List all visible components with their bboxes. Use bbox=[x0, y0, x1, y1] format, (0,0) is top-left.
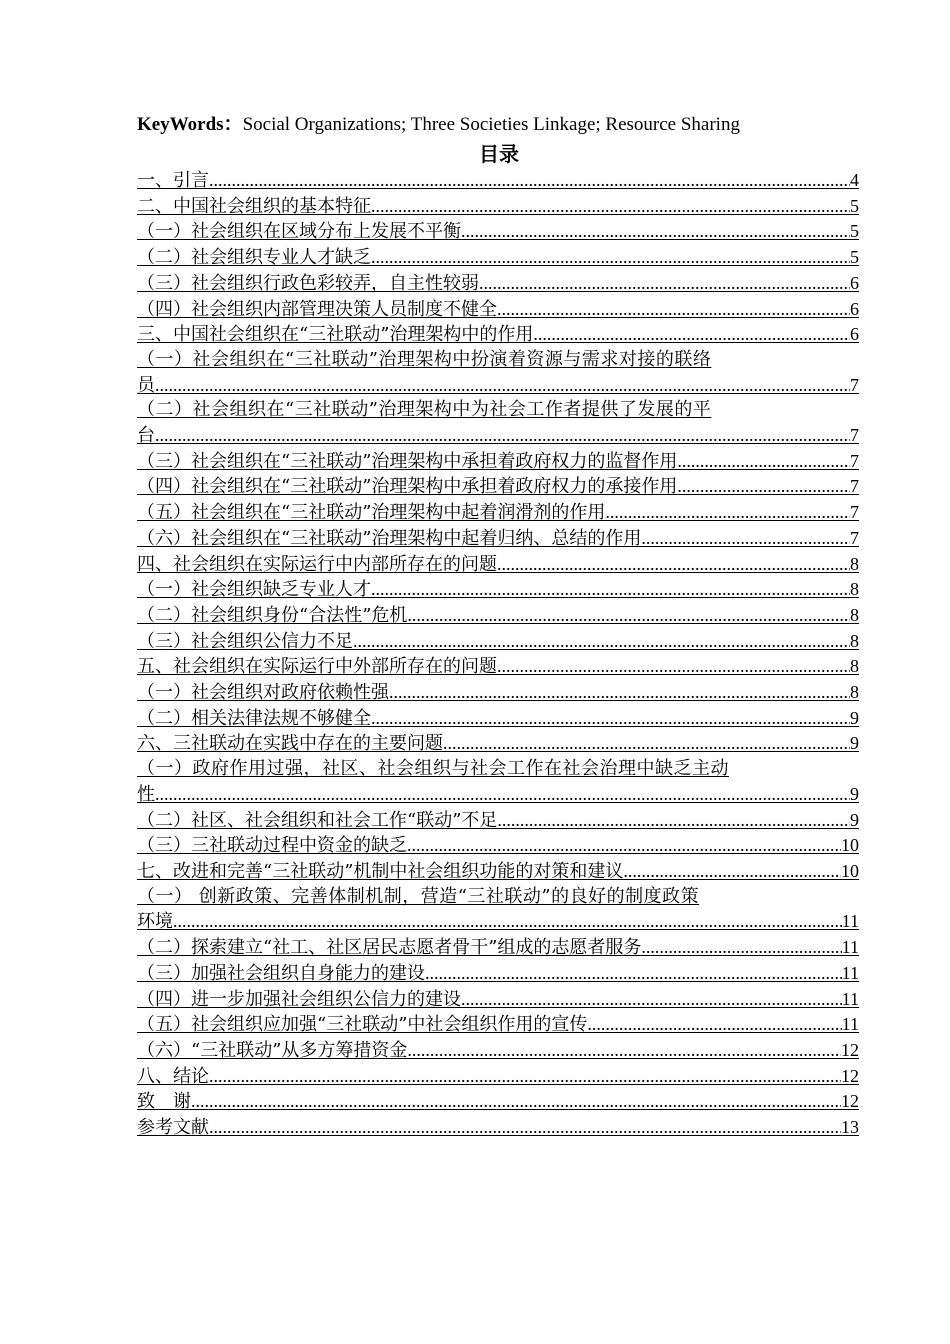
toc-entry-title: （一）社会组织缺乏专业人才 bbox=[137, 579, 371, 601]
toc-entry-title: 六、三社联动在实践中存在的主要问题 bbox=[137, 733, 443, 755]
toc-entry-title: 致 谢 bbox=[137, 1091, 191, 1113]
toc-entry-row bbox=[137, 577, 859, 603]
dot-leader bbox=[389, 680, 850, 705]
toc-entry-row bbox=[137, 706, 859, 732]
toc-entry-page-number: 7 bbox=[850, 450, 859, 471]
toc-entry[interactable] bbox=[137, 168, 859, 194]
toc-entry-row bbox=[137, 909, 859, 935]
toc-entry-page-number: 9 bbox=[850, 783, 859, 804]
toc-entry-title: 一、引言 bbox=[137, 170, 209, 191]
toc-entry-page-number: 5 bbox=[850, 247, 859, 268]
toc-entry[interactable] bbox=[137, 1038, 859, 1064]
toc-entry-row bbox=[137, 271, 859, 297]
toc-entry[interactable] bbox=[137, 680, 859, 706]
toc-entry[interactable] bbox=[137, 1064, 859, 1090]
toc-entry-row bbox=[137, 219, 859, 245]
toc-entry-row bbox=[137, 194, 859, 220]
toc-entry[interactable] bbox=[137, 398, 859, 448]
toc-entry-title: 五、社会组织在实际运行中外部所存在的问题 bbox=[137, 656, 497, 678]
dot-leader bbox=[371, 577, 850, 602]
dot-leader bbox=[353, 629, 850, 654]
toc-entry-title-line1: （一）社会组织在“三社联动”治理架构中扮演着资源与需求对接的联络 bbox=[137, 348, 712, 370]
dot-leader bbox=[461, 987, 842, 1012]
toc-entry-title: （三）社会组织公信力不足 bbox=[137, 630, 353, 652]
dot-leader bbox=[155, 782, 850, 807]
dot-leader bbox=[605, 500, 850, 525]
toc-entry[interactable] bbox=[137, 1089, 859, 1115]
dot-leader bbox=[407, 1038, 841, 1063]
toc-entry-title: （二）探索建立“社工、社区居民志愿者骨干”组成的志愿者服务 bbox=[137, 937, 642, 959]
toc-entry[interactable] bbox=[137, 731, 859, 757]
dot-leader bbox=[497, 297, 850, 322]
toc-entry[interactable] bbox=[137, 961, 859, 987]
toc-entry-row bbox=[137, 1012, 859, 1038]
dot-leader bbox=[371, 194, 850, 219]
toc-entry-row bbox=[137, 1064, 859, 1090]
keywords-text: Social Organizations; Three Societies Linkage; Resource Sharing bbox=[242, 114, 740, 135]
toc-entry-page-number: 7 bbox=[850, 425, 859, 446]
dot-leader bbox=[443, 731, 850, 756]
dot-leader bbox=[677, 449, 850, 474]
toc-entry-title-line1: （一） 创新政策、完善体制机制，营造“三社联动”的良好的制度政策 bbox=[137, 885, 700, 907]
toc-entry-page-number: 8 bbox=[850, 579, 859, 600]
toc-entry-row bbox=[137, 987, 859, 1013]
toc-entry-row bbox=[137, 373, 859, 399]
toc-entry-title: （六）“三社联动”从多方筹措资金 bbox=[137, 1039, 408, 1061]
toc-entry-title: 参考文献 bbox=[137, 1117, 209, 1139]
toc-entry-page-number: 6 bbox=[850, 324, 859, 345]
toc-entry[interactable] bbox=[137, 322, 859, 348]
toc-entry-page-number: 6 bbox=[850, 298, 859, 319]
toc-entry-title: 七、改进和完善“三社联动”机制中社会组织功能的对策和建议 bbox=[137, 860, 624, 882]
toc-entry-row bbox=[137, 168, 859, 194]
toc-entry[interactable] bbox=[137, 219, 859, 245]
toc-entry-row bbox=[137, 526, 859, 552]
toc-entry[interactable] bbox=[137, 1115, 859, 1141]
dot-leader bbox=[623, 859, 841, 884]
toc-entry-title: （二）社会组织身份“合法性”危机 bbox=[137, 604, 408, 626]
dot-leader bbox=[371, 706, 850, 731]
toc-entry-row bbox=[137, 1038, 859, 1064]
toc-entry[interactable] bbox=[137, 833, 859, 859]
toc-entry-page-number: 5 bbox=[850, 195, 859, 216]
toc-entry-page-number: 8 bbox=[850, 553, 859, 574]
toc-entry-title: （一）社会组织对政府依赖性强 bbox=[137, 682, 389, 704]
dot-leader bbox=[461, 219, 850, 244]
dot-leader bbox=[533, 322, 850, 347]
toc-entry-row bbox=[137, 423, 859, 449]
dot-leader bbox=[155, 423, 850, 448]
toc-entry-row bbox=[137, 552, 859, 578]
toc-entry-title: （二）社区、社会组织和社会工作“联动”不足 bbox=[137, 809, 498, 831]
toc-entry-page-number: 13 bbox=[841, 1117, 859, 1138]
toc-entry[interactable] bbox=[137, 348, 859, 398]
toc-entry-page-number: 12 bbox=[841, 1065, 859, 1086]
table-of-contents bbox=[137, 168, 859, 1141]
toc-entry-page-number: 8 bbox=[850, 682, 859, 703]
toc-entry-title: 环境 bbox=[137, 911, 173, 933]
keywords-label: KeyWords： bbox=[137, 114, 243, 135]
toc-entry[interactable] bbox=[137, 297, 859, 323]
dot-leader bbox=[191, 1089, 841, 1114]
toc-entry-page-number: 9 bbox=[850, 809, 859, 830]
dot-leader bbox=[497, 552, 850, 577]
toc-entry-page-number: 10 bbox=[841, 835, 859, 856]
toc-entry[interactable] bbox=[137, 935, 859, 961]
dot-leader bbox=[155, 373, 850, 398]
toc-entry[interactable] bbox=[137, 654, 859, 680]
toc-entry-row bbox=[137, 297, 859, 323]
toc-entry-title: （一）社会组织在区域分布上发展不平衡 bbox=[137, 221, 461, 243]
toc-entry-row bbox=[137, 859, 859, 885]
toc-entry-row bbox=[137, 245, 859, 271]
toc-entry-title-line1: （一）政府作用过强，社区、社会组织与社会工作在社会治理中缺乏主动 bbox=[137, 758, 729, 780]
toc-entry-title: （三）加强社会组织自身能力的建设 bbox=[137, 962, 425, 984]
dot-leader bbox=[425, 961, 842, 986]
toc-entry-row bbox=[137, 629, 859, 655]
dot-leader bbox=[587, 1012, 841, 1037]
toc-entry-row bbox=[137, 1115, 859, 1141]
toc-entry-page-number: 12 bbox=[841, 1091, 859, 1112]
toc-entry-title: （二）相关法律法规不够健全 bbox=[137, 707, 371, 729]
toc-entry-page-number: 11 bbox=[841, 988, 859, 1009]
toc-entry-page-number: 4 bbox=[850, 170, 859, 190]
toc-entry-title: 性 bbox=[137, 783, 155, 805]
toc-entry[interactable] bbox=[137, 449, 859, 475]
toc-entry-row bbox=[137, 449, 859, 475]
toc-entry[interactable] bbox=[137, 603, 859, 629]
toc-entry-row bbox=[137, 935, 859, 961]
document-page bbox=[137, 112, 859, 1141]
toc-entry[interactable] bbox=[137, 859, 859, 885]
toc-entry-page-number: 7 bbox=[850, 476, 859, 497]
dot-leader bbox=[497, 808, 850, 833]
toc-entry-title: 台 bbox=[137, 425, 155, 447]
toc-entry-title: 三、中国社会组织在“三社联动”治理架构中的作用 bbox=[137, 324, 534, 346]
toc-entry-row bbox=[137, 808, 859, 834]
toc-entry[interactable] bbox=[137, 474, 859, 500]
toc-entry-title: （四）社会组织内部管理决策人员制度不健全 bbox=[137, 298, 497, 320]
toc-entry-title-line1: （二）社会组织在“三社联动”治理架构中为社会工作者提供了发展的平 bbox=[137, 399, 712, 421]
dot-leader bbox=[479, 271, 850, 296]
toc-entry[interactable] bbox=[137, 706, 859, 732]
toc-entry-page-number: 8 bbox=[850, 604, 859, 625]
toc-entry-row bbox=[137, 322, 859, 348]
toc-entry-title: （三）三社联动过程中资金的缺乏 bbox=[137, 835, 407, 857]
keywords-line bbox=[137, 112, 859, 138]
toc-entry-row bbox=[137, 782, 859, 808]
toc-entry-page-number: 9 bbox=[850, 733, 859, 754]
toc-entry[interactable] bbox=[137, 808, 859, 834]
toc-entry-row bbox=[137, 731, 859, 757]
toc-entry-title: （六）社会组织在“三社联动”治理架构中起着归纳、总结的作用 bbox=[137, 527, 642, 549]
toc-entry-page-number: 11 bbox=[841, 937, 859, 958]
toc-entry[interactable] bbox=[137, 987, 859, 1013]
dot-leader bbox=[641, 526, 850, 551]
toc-entry[interactable] bbox=[137, 885, 859, 935]
toc-entry-title: 八、结论 bbox=[137, 1065, 209, 1087]
toc-entry-title: （四）进一步加强社会组织公信力的建设 bbox=[137, 988, 461, 1010]
toc-entry-page-number: 7 bbox=[850, 527, 859, 548]
toc-entry[interactable] bbox=[137, 245, 859, 271]
toc-entry-page-number: 5 bbox=[850, 221, 859, 242]
dot-leader bbox=[677, 474, 850, 499]
toc-entry-title: 员 bbox=[137, 374, 155, 396]
toc-entry-page-number: 11 bbox=[841, 962, 859, 983]
toc-entry[interactable] bbox=[137, 271, 859, 297]
toc-entry-page-number: 11 bbox=[841, 911, 859, 932]
toc-entry-page-number: 12 bbox=[841, 1039, 859, 1060]
toc-entry-row bbox=[137, 833, 859, 859]
toc-entry[interactable] bbox=[137, 552, 859, 578]
toc-entry-title: 二、中国社会组织的基本特征 bbox=[137, 195, 371, 217]
dot-leader bbox=[641, 935, 841, 960]
toc-entry-title: （五）社会组织在“三社联动”治理架构中起着润滑剂的作用 bbox=[137, 502, 606, 524]
dot-leader bbox=[209, 168, 850, 193]
toc-entry-title: （三）社会组织在“三社联动”治理架构中承担着政府权力的监督作用 bbox=[137, 450, 678, 472]
toc-entry-row bbox=[137, 961, 859, 987]
dot-leader bbox=[407, 603, 850, 628]
toc-entry[interactable] bbox=[137, 194, 859, 220]
dot-leader bbox=[497, 654, 850, 679]
dot-leader bbox=[209, 1115, 841, 1140]
toc-entry-title: （四）社会组织在“三社联动”治理架构中承担着政府权力的承接作用 bbox=[137, 476, 678, 498]
toc-entry[interactable] bbox=[137, 1012, 859, 1038]
toc-entry-row bbox=[137, 654, 859, 680]
toc-entry-page-number: 7 bbox=[850, 374, 859, 395]
toc-entry-page-number: 10 bbox=[841, 860, 859, 881]
toc-entry-title: （五）社会组织应加强“三社联动”中社会组织作用的宣传 bbox=[137, 1014, 588, 1036]
toc-entry-page-number: 6 bbox=[850, 272, 859, 293]
toc-entry-title: 四、社会组织在实际运行中内部所存在的问题 bbox=[137, 553, 497, 575]
toc-entry-row bbox=[137, 500, 859, 526]
toc-entry-title: （二）社会组织专业人才缺乏 bbox=[137, 247, 371, 269]
toc-entry-page-number: 9 bbox=[850, 707, 859, 728]
dot-leader bbox=[173, 909, 842, 934]
toc-entry[interactable] bbox=[137, 629, 859, 655]
toc-entry-page-number: 11 bbox=[841, 1014, 859, 1035]
toc-entry-page-number: 8 bbox=[850, 630, 859, 651]
toc-entry-row bbox=[137, 603, 859, 629]
toc-entry[interactable] bbox=[137, 500, 859, 526]
toc-title: 目录 bbox=[479, 142, 519, 166]
toc-entry-row bbox=[137, 680, 859, 706]
toc-entry-row bbox=[137, 474, 859, 500]
dot-leader bbox=[371, 245, 850, 270]
toc-entry[interactable] bbox=[137, 526, 859, 552]
toc-entry-row bbox=[137, 1089, 859, 1115]
toc-entry-page-number: 7 bbox=[850, 502, 859, 523]
toc-entry[interactable] bbox=[137, 757, 859, 807]
dot-leader bbox=[209, 1064, 841, 1089]
dot-leader bbox=[407, 833, 841, 858]
toc-entry-page-number: 8 bbox=[850, 656, 859, 677]
toc-entry-title: （三）社会组织行政色彩较弄，自主性较弱 bbox=[137, 272, 479, 294]
toc-entry[interactable] bbox=[137, 577, 859, 603]
